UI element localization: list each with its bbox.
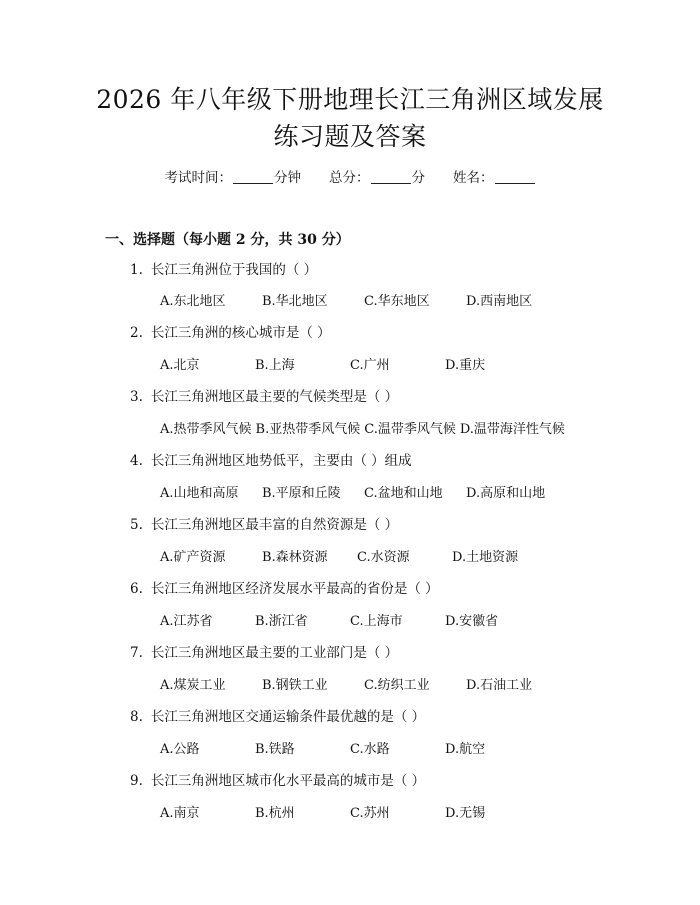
option-b[interactable]: B.杭州 xyxy=(255,806,295,821)
option-c[interactable]: C.上海市 xyxy=(350,614,403,629)
name-field xyxy=(453,168,536,188)
option-a[interactable]: A.东北地区 xyxy=(160,294,226,309)
option-d[interactable]: D.高原和山地 xyxy=(466,486,546,501)
question-number: 9. xyxy=(130,773,143,789)
name-label: 姓名： xyxy=(453,170,494,186)
question xyxy=(130,579,439,599)
option-b[interactable]: B.森林资源 xyxy=(262,550,328,565)
exam-title-line-2: 练习题及答案 xyxy=(273,122,427,151)
question-text: 长江三角洲地区交通运输条件最优越的是（ ） xyxy=(150,709,426,725)
option-b[interactable]: B.平原和丘陵 xyxy=(262,486,341,501)
option-c[interactable]: C.水路 xyxy=(350,742,390,757)
option-d[interactable]: D.航空 xyxy=(445,742,486,757)
exam-time-blank[interactable] xyxy=(233,169,273,184)
question-options xyxy=(160,804,485,824)
option-c[interactable]: C.盆地和山地 xyxy=(364,486,443,501)
option-b[interactable]: B.浙江省 xyxy=(255,614,308,629)
question-text: 长江三角洲地区最丰富的自然资源是（ ） xyxy=(150,517,399,533)
question xyxy=(130,323,331,343)
option-d[interactable]: D.西南地区 xyxy=(466,294,533,309)
question-number: 2. xyxy=(130,325,143,341)
question-text: 长江三角洲地区城市化水平最高的城市是（ ） xyxy=(150,773,426,789)
option-c[interactable]: C.温带季风气候 xyxy=(364,422,456,437)
question-options xyxy=(160,484,545,504)
question xyxy=(130,451,412,471)
option-b[interactable]: B.铁路 xyxy=(255,742,295,757)
total-score-label: 总分： xyxy=(329,170,370,186)
option-c[interactable]: C.纺织工业 xyxy=(364,678,430,693)
question-number: 4. xyxy=(130,453,143,469)
question-text: 长江三角洲地区最主要的气候类型是（ ） xyxy=(150,389,399,405)
question-options xyxy=(160,548,518,568)
exam-time-label: 考试时间： xyxy=(164,170,232,186)
question-options xyxy=(160,740,485,760)
option-c[interactable]: C.苏州 xyxy=(350,806,390,821)
question-text: 长江三角洲的核心城市是（ ） xyxy=(150,325,331,341)
question xyxy=(130,707,425,727)
question-number: 8. xyxy=(130,709,143,725)
question-options xyxy=(160,612,498,632)
question-options xyxy=(160,356,485,376)
option-b[interactable]: B.亚热带季风气候 xyxy=(255,422,361,437)
option-d[interactable]: D.温带海洋性气候 xyxy=(459,422,565,437)
option-c[interactable]: C.华东地区 xyxy=(364,294,430,309)
exam-time-field xyxy=(165,168,302,188)
question-number: 5. xyxy=(130,517,143,533)
option-d[interactable]: D.石油工业 xyxy=(466,678,533,693)
name-blank[interactable] xyxy=(495,169,535,184)
option-d[interactable]: D.无锡 xyxy=(445,806,486,821)
total-score-blank[interactable] xyxy=(371,169,411,184)
option-d[interactable]: D.重庆 xyxy=(445,358,486,373)
question-text: 长江三角洲地区最主要的工业部门是（ ） xyxy=(150,645,399,661)
section-title-multiple-choice: 一、选择题（每小题 2 分，共 30 分） xyxy=(105,232,350,248)
total-score-unit: 分 xyxy=(411,170,425,186)
question xyxy=(130,771,425,791)
total-score-field xyxy=(329,168,425,188)
exam-time-unit: 分钟 xyxy=(274,170,301,186)
option-b[interactable]: B.钢铁工业 xyxy=(262,678,328,693)
option-a[interactable]: A.北京 xyxy=(160,358,200,373)
exam-info-row xyxy=(0,168,700,188)
question xyxy=(130,387,398,407)
option-a[interactable]: A.矿产资源 xyxy=(160,550,226,565)
exam-title-line-1: 2026 年八年级下册地理长江三角洲区域发展 xyxy=(96,85,604,114)
option-c[interactable]: C.广州 xyxy=(350,358,390,373)
option-a[interactable]: A.江苏省 xyxy=(160,614,213,629)
question-text: 长江三角洲位于我国的（ ） xyxy=(150,262,318,278)
option-a[interactable]: A.南京 xyxy=(160,806,200,821)
question-options xyxy=(160,420,565,440)
option-a[interactable]: A.山地和高原 xyxy=(160,486,239,501)
question-options xyxy=(160,676,532,696)
question-number: 3. xyxy=(130,389,143,405)
option-d[interactable]: D.土地资源 xyxy=(452,550,519,565)
question xyxy=(130,515,398,535)
option-a[interactable]: A.热带季风气候 xyxy=(160,422,252,437)
question xyxy=(130,643,398,663)
question-text: 长江三角洲地区地势低平，主要由（ ）组成 xyxy=(150,453,412,469)
option-d[interactable]: D.安徽省 xyxy=(445,614,499,629)
question-number: 1. xyxy=(130,262,143,278)
option-b[interactable]: B.上海 xyxy=(255,358,295,373)
question xyxy=(130,260,317,280)
question-number: 6. xyxy=(130,581,143,597)
option-a[interactable]: A.公路 xyxy=(160,742,200,757)
option-a[interactable]: A.煤炭工业 xyxy=(160,678,226,693)
question-options xyxy=(160,292,532,312)
option-c[interactable]: C.水资源 xyxy=(357,550,410,565)
question-text: 长江三角洲地区经济发展水平最高的省份是（ ） xyxy=(150,581,439,597)
question-number: 7. xyxy=(130,645,143,661)
option-b[interactable]: B.华北地区 xyxy=(262,294,328,309)
